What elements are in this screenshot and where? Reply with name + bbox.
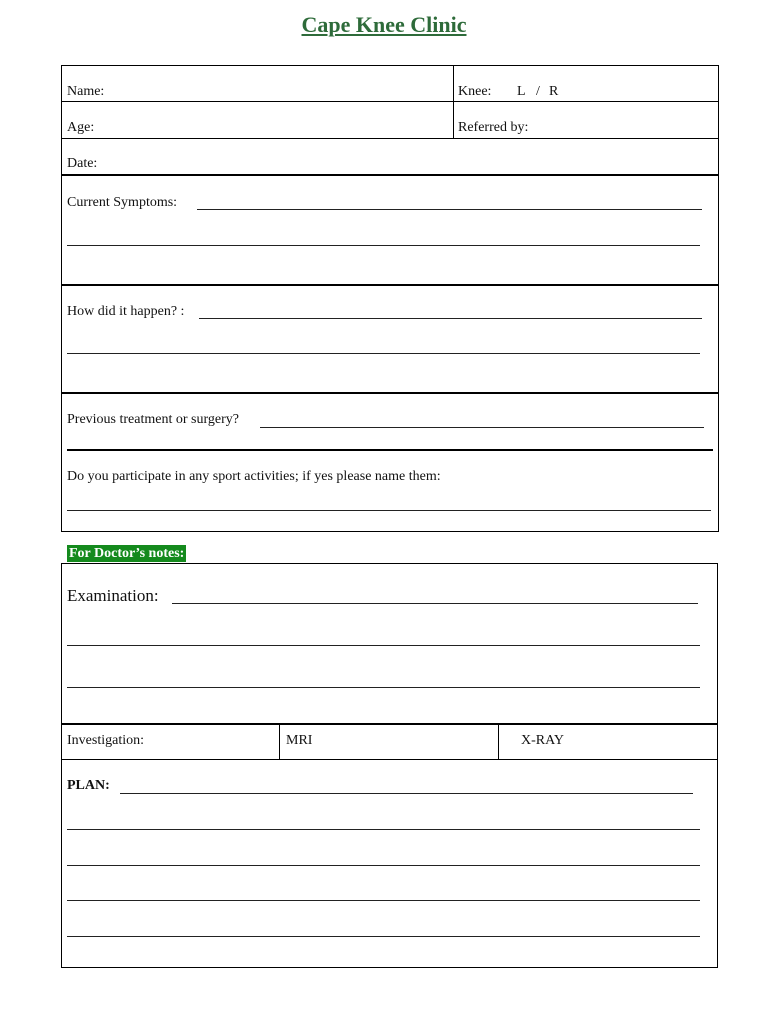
how-happened-line[interactable] [199, 318, 702, 319]
plan-line[interactable] [67, 936, 700, 937]
examination-line[interactable] [172, 603, 698, 604]
investigation-label: Investigation: [67, 733, 144, 748]
previous-treatment-label: Previous treatment or surgery? [67, 412, 239, 427]
age-field-label[interactable]: Age: [67, 120, 95, 135]
plan-line[interactable] [120, 793, 693, 794]
plan-label: PLAN: [67, 778, 110, 793]
row-divider [61, 723, 718, 725]
examination-line[interactable] [67, 687, 700, 688]
knee-left-option[interactable]: L [517, 84, 526, 99]
doctor-notes-heading: For Doctor’s notes: [69, 546, 185, 561]
sport-activities-label: Do you participate in any sport activities; if yes please name them: [67, 469, 441, 484]
page-title: Cape Knee Clinic [301, 12, 467, 37]
current-symptoms-label: Current Symptoms: [67, 195, 178, 210]
row-divider [61, 759, 718, 760]
current-symptoms-line[interactable] [67, 245, 700, 246]
row-divider [61, 101, 719, 102]
mri-option[interactable]: MRI [286, 733, 313, 748]
column-divider [453, 65, 454, 138]
previous-treatment-line[interactable] [260, 427, 704, 428]
column-divider [279, 723, 280, 759]
plan-line[interactable] [67, 829, 700, 830]
examination-label: Examination: [67, 586, 159, 605]
doctor-notes-form [61, 563, 718, 968]
patient-form [61, 65, 719, 532]
column-divider [498, 723, 499, 759]
date-field-label[interactable]: Date: [67, 156, 98, 171]
name-field-label[interactable]: Name: [67, 84, 105, 99]
knee-field-label: Knee: [458, 84, 492, 99]
current-symptoms-line[interactable] [197, 209, 702, 210]
knee-right-option[interactable]: R [549, 84, 559, 99]
row-divider [67, 449, 713, 451]
how-happened-line[interactable] [67, 353, 700, 354]
examination-line[interactable] [67, 645, 700, 646]
plan-line[interactable] [67, 900, 700, 901]
how-happened-label: How did it happen? : [67, 304, 185, 319]
row-divider [61, 174, 719, 176]
xray-option[interactable]: X-RAY [521, 733, 565, 748]
row-divider [61, 138, 719, 139]
referred-by-field-label[interactable]: Referred by: [458, 120, 529, 135]
knee-separator: / [536, 84, 540, 99]
row-divider [61, 284, 719, 286]
sport-activities-line[interactable] [67, 510, 711, 511]
row-divider [61, 392, 719, 394]
plan-line[interactable] [67, 865, 700, 866]
